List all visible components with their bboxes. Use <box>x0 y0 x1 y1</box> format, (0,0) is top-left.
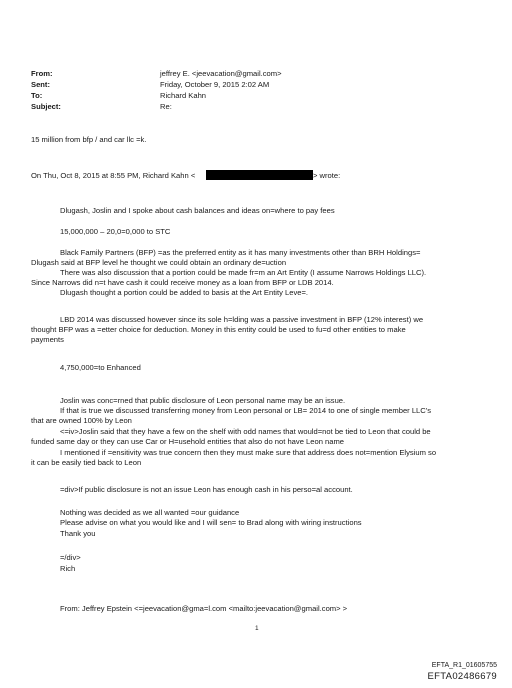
paragraph-9-line-2: Rich <box>60 564 76 573</box>
doc-id-large: EFTA02486679 <box>427 671 497 682</box>
paragraph-6-line-2: If that is true we discussed transferring money from Leon personal or LB= 2014 to one of single member LLC's <box>60 406 431 415</box>
from-value: jeffrey E. <jeevacation@gmail.com> <box>160 69 282 78</box>
paragraph-8-line-3: Thank you <box>60 529 96 538</box>
paragraph-8-line-2: Please advise on what you would like and I will sen= to Brad along with wiring instructions <box>60 518 362 527</box>
paragraph-4-line-2: thought BFP was a =etter choice for deduction. Money in this entity could be used to fu=d other entities to make <box>31 325 406 334</box>
paragraph-7: =div>If public disclosure is not an issue Leon has enough cash in his perso=al account. <box>60 485 353 494</box>
from-label: From: <box>31 69 53 78</box>
paragraph-3-line-2: Dlugash said at BFP level he thought we could obtain an ordinary de=uction <box>31 258 287 267</box>
paragraph-5: 4,750,000=to Enhanced <box>60 363 141 372</box>
paragraph-1: Dlugash, Joslin and I spoke about cash balances and ideas on=where to pay fees <box>60 206 335 215</box>
quote-intro-prefix: On Thu, Oct 8, 2015 at 8:55 PM, Richard Kahn < <box>31 171 196 180</box>
paragraph-9-line-1: =/div> <box>60 553 81 562</box>
doc-id-small: EFTA_R1_01605755 <box>431 662 497 669</box>
to-label: To: <box>31 91 43 100</box>
paragraph-6-line-5: funded same day or they can use Car or H=usehold entities that also do not have Leon name <box>31 437 345 446</box>
paragraph-2: 15,000,000 – 20,0=0,000 to STC <box>60 227 171 236</box>
quoted-from-line: From: Jeffrey Epstein <=jeevacation@gma=l.com <mailto:jeevacation@gmail.com> > <box>60 604 348 613</box>
top-line: 15 million from bfp / and car llc =k. <box>31 135 147 144</box>
paragraph-6-line-6: I mentioned if =ensitivity was true concern then they must make sure that address does not=mention Elysium so <box>60 448 437 457</box>
paragraph-4-line-1: LBD 2014 was discussed however since its sole h=lding was a passive investment in BFP (12% interest) we <box>60 315 424 324</box>
paragraph-3-line-5: Dlugash thought a portion could be added to basis at the Art Entity Leve=. <box>60 288 309 297</box>
subject-label: Subject: <box>31 102 61 111</box>
paragraph-4-line-3: payments <box>31 335 64 344</box>
to-value: Richard Kahn <box>160 91 207 100</box>
page-number: 1 <box>255 625 259 632</box>
sent-label: Sent: <box>31 80 50 89</box>
paragraph-3-line-3: There was also discussion that a portion could be made fr=m an Art Entity (I assume Narrows Holdings LLC). <box>60 268 427 277</box>
paragraph-6-line-7: it can be easily tied back to Leon <box>31 458 142 467</box>
paragraph-3-line-4: Since Narrows did n=t have cash it could receive money as a loan from BFP or LDB 2014. <box>31 278 334 287</box>
paragraph-3-line-1: Black Family Partners (BFP) =as the preferred entity as it has many investments other than BRH Holdings= <box>60 248 421 257</box>
quote-intro-suffix: > wrote: <box>313 171 341 180</box>
subject-value: Re: <box>160 102 172 111</box>
paragraph-6-line-1: Joslin was conc=rned that public disclosure of Leon personal name may be an issue. <box>60 396 346 405</box>
paragraph-6-line-3: that are owned 100% by Leon <box>31 416 132 425</box>
paragraph-6-line-4: <=iv>Joslin said that they have a few on the shelf with odd names that would=not be tied to Leon that could be <box>60 427 431 436</box>
redaction-box <box>206 170 313 180</box>
paragraph-8-line-1: Nothing was decided as we all wanted =our guidance <box>60 508 240 517</box>
sent-value: Friday, October 9, 2015 2:02 AM <box>160 80 270 89</box>
